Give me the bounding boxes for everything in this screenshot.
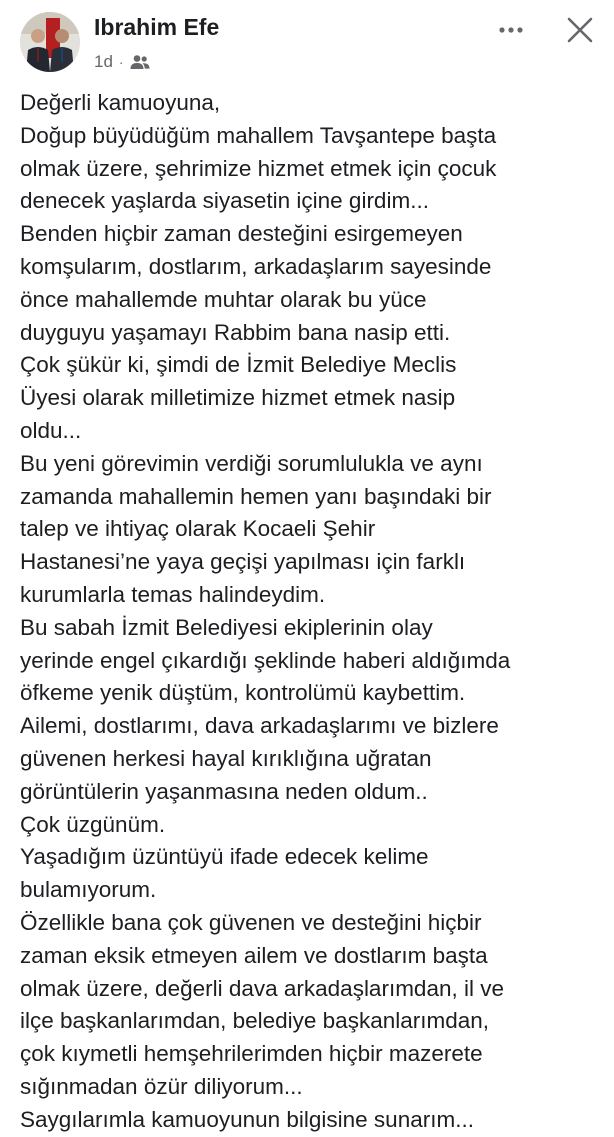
- avatar-photo: [20, 12, 80, 72]
- post-text-line: komşularım, dostlarım, arkadaşlarım sayesinde: [20, 253, 492, 279]
- post-text-line: Yaşadığım üzüntüyü ifade edecek kelime: [20, 844, 429, 870]
- post-text-line: zaman eksik etmeyen ailem ve dostlarım başta: [20, 942, 488, 968]
- post-text-line: denecek yaşlarda siyasetin içine girdim...: [20, 188, 429, 214]
- post-text-line: talep ve ihtiyaç olarak Kocaeli Şehir: [20, 516, 376, 542]
- close-icon: [564, 14, 596, 46]
- post-text-line: Üyesi olarak milletimize hizmet etmek nasip: [20, 385, 456, 411]
- post-text-line: görüntülerin yaşanmasına neden oldum..: [20, 778, 428, 804]
- friends-icon[interactable]: [130, 54, 150, 70]
- post-text-line: Özellikle bana çok güvenen ve desteğini hiçbir: [20, 909, 482, 935]
- post-text-line: Bu sabah İzmit Belediyesi ekiplerinin olay: [20, 614, 433, 640]
- post-text-line: Bu yeni görevimin verdiği sorumlulukla ve aynı: [20, 450, 483, 476]
- post-text-line: Ailemi, dostlarımı, dava arkadaşlarımı ve bizlere: [20, 713, 499, 739]
- post-text-line: oldu...: [20, 417, 82, 443]
- post-text-line: olmak üzere, şehrimize hizmet etmek için çocuk: [20, 155, 497, 181]
- post-text-line: Hastanesi’ne yaya geçişi yapılması için farklı: [20, 549, 466, 575]
- post-text-line: bulamıyorum.: [20, 877, 157, 903]
- post-text-line: zamanda mahallemin hemen yanı başındaki bir: [20, 483, 492, 509]
- post-text-line: olmak üzere, değerli dava arkadaşlarımdan, il ve: [20, 975, 504, 1001]
- post-text-line: yerinde engel çıkardığı şeklinde haberi aldığımda: [20, 647, 511, 673]
- post-text-line: çok kıymetli hemşehrilerimden hiçbir mazerete: [20, 1041, 483, 1067]
- more-options-button[interactable]: [496, 18, 526, 42]
- more-horizontal-icon: [496, 18, 526, 42]
- post-text-line: önce mahallemde muhtar olarak bu yüce: [20, 286, 427, 312]
- close-button[interactable]: [564, 14, 596, 46]
- post-text-line: ilçe başkanlarımdan, belediye başkanlarımdan,: [20, 1008, 490, 1034]
- post-text-line: duyguyu yaşamayı Rabbim bana nasip etti.: [20, 319, 451, 345]
- author-name[interactable]: Ibrahim Efe: [94, 14, 220, 40]
- post-text-line: Çok üzgünüm.: [20, 811, 166, 837]
- meta-separator: ·: [118, 54, 124, 70]
- post-meta: [94, 51, 150, 73]
- post-text-line: Çok şükür ki, şimdi de İzmit Belediye Meclis: [20, 352, 457, 378]
- post-header: [0, 0, 614, 82]
- post-text-line: kurumlarla temas halindeydim.: [20, 581, 326, 607]
- post-text-line: Saygılarımla kamuoyunun bilgisine sunarım...: [20, 1106, 474, 1132]
- post-text-line: Doğup büyüdüğüm mahallem Tavşantepe başta: [20, 122, 497, 148]
- post-text-line: Değerli kamuoyuna,: [20, 90, 221, 115]
- post-body: [20, 87, 610, 1137]
- avatar[interactable]: [20, 12, 80, 72]
- post-text-line: güvenen herkesi hayal kırıklığına uğratan: [20, 745, 432, 771]
- post-timestamp[interactable]: 1d: [94, 52, 113, 71]
- post-text-line: sığınmadan özür diliyorum...: [20, 1073, 303, 1099]
- post-text-line: Benden hiçbir zaman desteğini esirgemeyen: [20, 221, 463, 247]
- post-text-line: öfkeme yenik düştüm, kontrolümü kaybettim.: [20, 680, 466, 706]
